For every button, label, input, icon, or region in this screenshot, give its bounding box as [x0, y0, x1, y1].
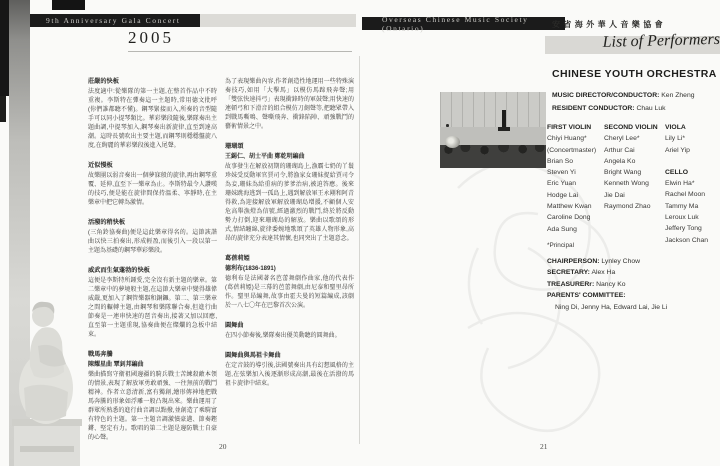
program-notes-column-2: [225, 78, 354, 389]
music-director-label: MUSIC DIRECTOR/CONDUCTOR:: [552, 92, 660, 99]
section-heading: 莊嚴的快板: [88, 78, 119, 85]
viola-cello-column: [665, 122, 720, 246]
page-gutter: [359, 56, 360, 444]
performer-name: Tammy Ma: [665, 202, 699, 210]
resident-conductor-line: [552, 103, 695, 116]
section-body: 法度適中:從樂隊的第一主題,在整首作品中不時重複。李斯特在彈奏這一主題時,常用德文批呼(你們誰都聽不懂)。鋼琴緊接而入,所奏的音型隨手可以同小提琴類比。華彩樂段隨後,樂隊奏出主題曲調,中提琴加入,鋼琴奏出新旋律,直至到達高潮。這時長號吹出主要主題,而鋼琴則穩穩盤旋八度,在絢麗的華彩樂段後進入尾聲。: [88, 89, 217, 149]
secretary-name: Alex Ha: [591, 269, 616, 277]
section-heading: 葛蓓莉婭: [225, 255, 250, 262]
performer-name: Ariel Yip: [665, 146, 690, 154]
section-heading: 活潑的稍快板: [88, 219, 126, 226]
section-heading: 圓舞曲: [225, 322, 244, 329]
cello-title: CELLO: [665, 168, 689, 176]
resident-conductor-name: Chau Luk: [636, 104, 666, 112]
performer-name: Rachel Moon: [665, 191, 706, 199]
orchestra-photo: [440, 92, 546, 168]
principal-footnote: *Principal: [547, 242, 574, 249]
year-underline: [128, 51, 352, 52]
performer-name: Matthew Kwan: [547, 203, 592, 211]
performer-name: Kenneth Wong: [604, 180, 649, 188]
treasurer-name: Nancy Ko: [596, 280, 626, 288]
performer-name: Elwin Ha*: [665, 180, 695, 188]
section-composer-credit: 王錫仁、胡士平曲 鄭乾明編曲: [225, 154, 305, 160]
performer-name: Chiyi Huang*: [547, 135, 587, 143]
section-composer-credit: 德利布(1836-1891): [225, 266, 276, 272]
performer-name: Lily Li*: [665, 135, 686, 143]
performer-name: Leroux Luk: [665, 214, 699, 222]
section-heading: 威武而生氣蓬勃的快板: [88, 267, 150, 274]
photo-conductor: [502, 110, 506, 128]
scan-edge-shadow: [0, 0, 9, 96]
performer-name: Caroline Dong: [547, 214, 591, 222]
conductor-credits: [552, 90, 695, 115]
photo-podium: [498, 127, 510, 131]
section-body: 故樂團以弱音奏出一個夢寐般的旋律,再由鋼琴重覆、延伸,直至下一樂章為止。李斯特最令人讚嘆的技巧,便是能在旋律間保持溫柔、寧靜時,在主樂章中把它轉為激情。: [88, 173, 217, 206]
section-heading: 戰馬奔騰: [88, 351, 113, 358]
viola-title: VIOLA: [665, 124, 686, 131]
section-body: 樂曲描寫守衛祖國邊疆的騎兵戰士苦練殺敵本領的情景,表現了解放軍勇敢頑強、一往無前的戰鬥精神。作者立意清新,富有獨創,繪形傳神地把戰馬奔騰的形象如浮雕一般凸現出來。樂曲運用了群眾所熟悉的進行曲音調以點撥,並創造了乘騎富有特色的主題。第一主題音調激憤豪邁、節奏鏗鏘、堅定有力。歌唱的第二主題是邊防戰士自豪的心聲。: [88, 372, 217, 441]
program-notes-column-1: [88, 78, 217, 443]
left-banner: 9th Anniversary Gala Concert: [30, 14, 216, 27]
treasurer-label: TREASURERr:: [547, 280, 595, 288]
performer-name: (Concertmaster): [547, 146, 597, 154]
right-banner-chinese: 安省海外華人音樂協會: [552, 20, 666, 29]
orchestra-title: CHINESE YOUTH ORCHESTRA: [552, 68, 717, 80]
chairperson-label: CHAIRPERSON:: [547, 258, 600, 265]
section-heading: 珊瑚頌: [225, 143, 244, 150]
year-title: 2005: [128, 28, 174, 47]
section-body: 這便是李斯特所鍾愛,完全沒有新主題的樂章。第二樂章中的夢境般主題,在這節大樂章中變得雄偉威嚴,更加入了鋼管樂器和銅鑼。第二、第三樂章之間的輾轉主題,由鋼琴和樂隊聯合奏,但進行曲節奏是一連串快速的琶音奏出,接著又加以回應,直至第一主題重現,協奏曲便在燦爛的急板中結束。: [88, 278, 217, 338]
parents-committee-line: [547, 290, 667, 301]
photo-musicians: [446, 124, 449, 127]
performer-name: Brian So: [547, 157, 574, 165]
chairperson-name: Lynley Chow: [601, 258, 641, 265]
performer-name: Eric Yuan: [547, 180, 576, 188]
section-body: 故事發生在解放初期的珊瑚島上,漁霸七奶的丫鬟珍妹受反動軍官賈司令,將漁家女珊妹捉給賈司令為妾,珊妹為給重病的爹爹治病,被迫答應。後來珊妹跳海逃到一孤島上,遇到解放軍王永剛和阿青得救,為迎接解放軍解放珊瑚島增援,不顧個人安危高舉漁燈為信號,經過激烈的戰鬥,終於將反動勢力打倒,迎來珊瑚島的解放。樂曲以歌頌的形式,情結纏綿,旋律委婉地歌頌了英雄人物形象,高昂的旋律充分表達其情懷,也同突出了主題意念。: [225, 164, 354, 242]
performer-name: Ada Sung: [547, 225, 577, 233]
performer-name: Arthur Cai: [604, 146, 635, 154]
left-page-number: 20: [219, 442, 227, 451]
photo-flower-bouquet: [445, 136, 460, 148]
section-body: 在四小節奏後,樂隊奏出優美動聽的圓舞曲。: [225, 333, 341, 339]
performer-name: Raymond Zhao: [604, 203, 651, 211]
second-violin-title: SECOND VIOLIN: [604, 124, 658, 131]
section-composer-credit: 陳耀星曲 覃釗邦編曲: [88, 362, 144, 368]
secretary-label: SECRETARY:: [547, 269, 590, 277]
music-director-line: [552, 90, 695, 103]
page-title: List of Performers: [602, 30, 720, 51]
performer-name: Bright Wang: [604, 169, 642, 177]
resident-conductor-label: RESIDENT CONDUCTOR:: [552, 104, 635, 112]
music-director-name: Ken Zheng: [661, 92, 695, 99]
treasurer-line: [547, 279, 667, 290]
column-gap: [665, 156, 720, 167]
scan-artifact-tab: [52, 0, 85, 10]
section-heading: 圓舞曲與馬祖卡舞曲: [225, 352, 281, 359]
performer-name: Angela Ko: [604, 157, 636, 165]
performer-name: Jackson Chan: [665, 236, 709, 244]
second-violin-column: [604, 122, 664, 212]
section-heading: 近似慢板: [88, 162, 113, 169]
parents-committee-members: Ning Di, Jenny Ha, Edward Lai, Jie Li: [555, 303, 668, 311]
chairperson-line: [547, 256, 667, 267]
performer-name: Cheryl Lee*: [604, 135, 640, 143]
secretary-line: [547, 267, 667, 278]
photo-audience: [440, 145, 546, 168]
right-page-number: 21: [540, 442, 548, 451]
photo-stage-wall: [440, 92, 546, 128]
performer-name: Hodge Lai: [547, 191, 578, 199]
right-banner: Overseas Chinese Music Society (Ontario): [362, 17, 565, 30]
performer-name: Jie Dai: [604, 191, 625, 199]
performer-name: Steven Yi: [547, 169, 576, 177]
scan-edge-wedge: [0, 96, 6, 122]
performer-name: Jeffery Tong: [665, 225, 702, 233]
section-body: 德利布是法國著名芭蕾舞劇作曲家,他的代表作(葛蓓莉婭)是三幕的芭蕾舞劇,由尼泰和聖里昂所作。聖里昂編舞,故事由霍夫曼的短篇編成,該劇於一八七〇年在巴黎首次公演。: [225, 276, 354, 309]
committee-block: [547, 256, 667, 313]
left-banner-band: [200, 14, 356, 27]
section-body: (三角鈴協奏曲)便是這此樂章得名的。這節詼諧曲以快三拍奏出,形成輕盈,而後引入一段以第一主題為基礎的鋼琴華彩樂段。: [88, 230, 217, 254]
parents-committee-label: PARENTS' COMMITTEE:: [547, 292, 626, 300]
section-body-continuation: 為了表現樂曲內容,作者創造性地運用一些特殊演奏技巧,如用「大擊馬」以模仿馬蹄飛奔聲;用「雙弦快速抖弓」表現衝鋒時的軍鼓聲;用快速的連頓弓和下滑音的組合模仿刀劍聲等,把聽眾帶入到戰馬嘶鳴、聲嘶飛奔、衝鋒陷陣、頑強戰鬥的藝術情景之中。: [225, 79, 354, 130]
beethoven-statue-watermark: [0, 276, 88, 466]
section-body: 在定音鼓的導引後,法國號奏出具有幻想風格的主題,在弦樂加入後逐漸形成高潮,最後在活潑的馬祖卡旋律中結束。: [225, 363, 354, 387]
first-violin-column: [547, 122, 605, 235]
first-violin-title: FIRST VIOLIN: [547, 124, 592, 131]
